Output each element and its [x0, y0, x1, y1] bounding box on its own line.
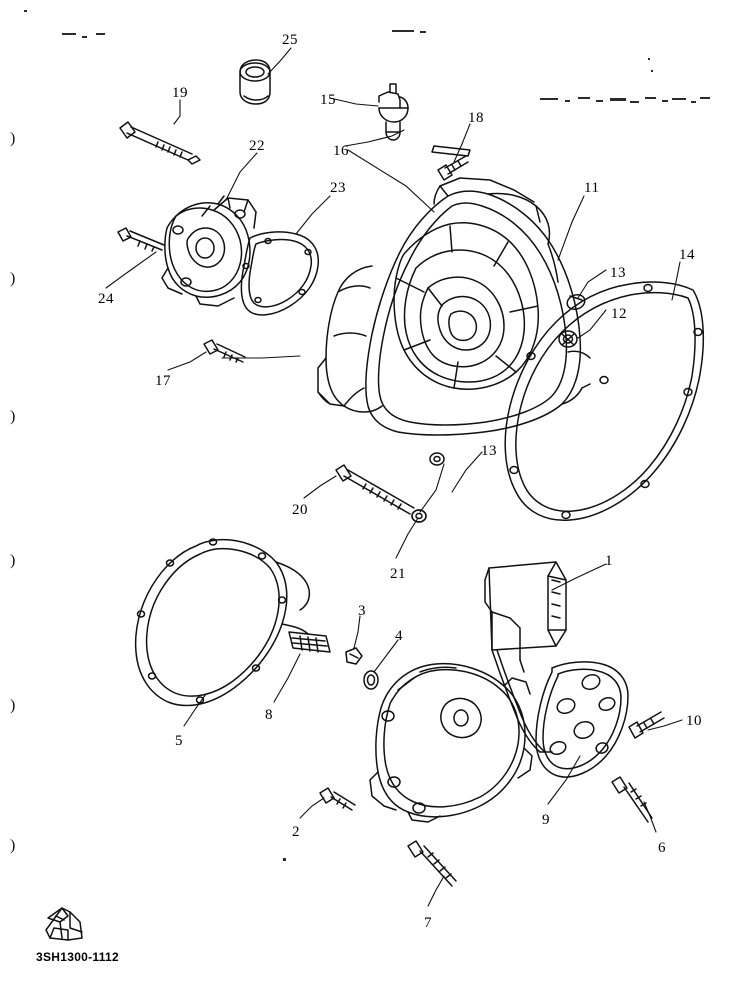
callout-12: 12 — [611, 306, 627, 322]
callout-19: 19 — [172, 85, 188, 101]
callout-3: 3 — [358, 603, 366, 619]
callout-21: 21 — [390, 566, 406, 582]
callout-23: 23 — [330, 180, 346, 196]
callout-13-upper: 13 — [610, 265, 626, 281]
diagram-part-code: 3SH1300-1112 — [36, 950, 120, 964]
callout-25: 25 — [282, 32, 298, 48]
callout-14: 14 — [679, 247, 695, 263]
margin-mark: ) — [10, 408, 16, 425]
callout-22: 22 — [249, 138, 265, 154]
margin-mark: ) — [10, 697, 16, 714]
callout-1: 1 — [605, 553, 613, 569]
callout-2: 2 — [292, 824, 300, 840]
callout-13-lower: 13 — [481, 443, 497, 459]
callout-5: 5 — [175, 733, 183, 749]
callout-18: 18 — [468, 110, 484, 126]
callout-4: 4 — [395, 628, 403, 644]
callout-8: 8 — [265, 707, 273, 723]
callout-24: 24 — [98, 291, 114, 307]
callout-9: 9 — [542, 812, 550, 828]
callout-16: 16 — [333, 143, 349, 159]
margin-mark: ) — [10, 552, 16, 569]
callout-15: 15 — [320, 92, 336, 108]
callout-17: 17 — [155, 373, 171, 389]
callout-10: 10 — [686, 713, 702, 729]
callout-20: 20 — [292, 502, 308, 518]
margin-mark: ) — [10, 130, 16, 147]
margin-mark: ) — [10, 837, 16, 854]
margin-mark: ) — [10, 270, 16, 287]
callout-7: 7 — [424, 915, 432, 931]
callout-6: 6 — [658, 840, 666, 856]
callout-11: 11 — [584, 180, 600, 196]
